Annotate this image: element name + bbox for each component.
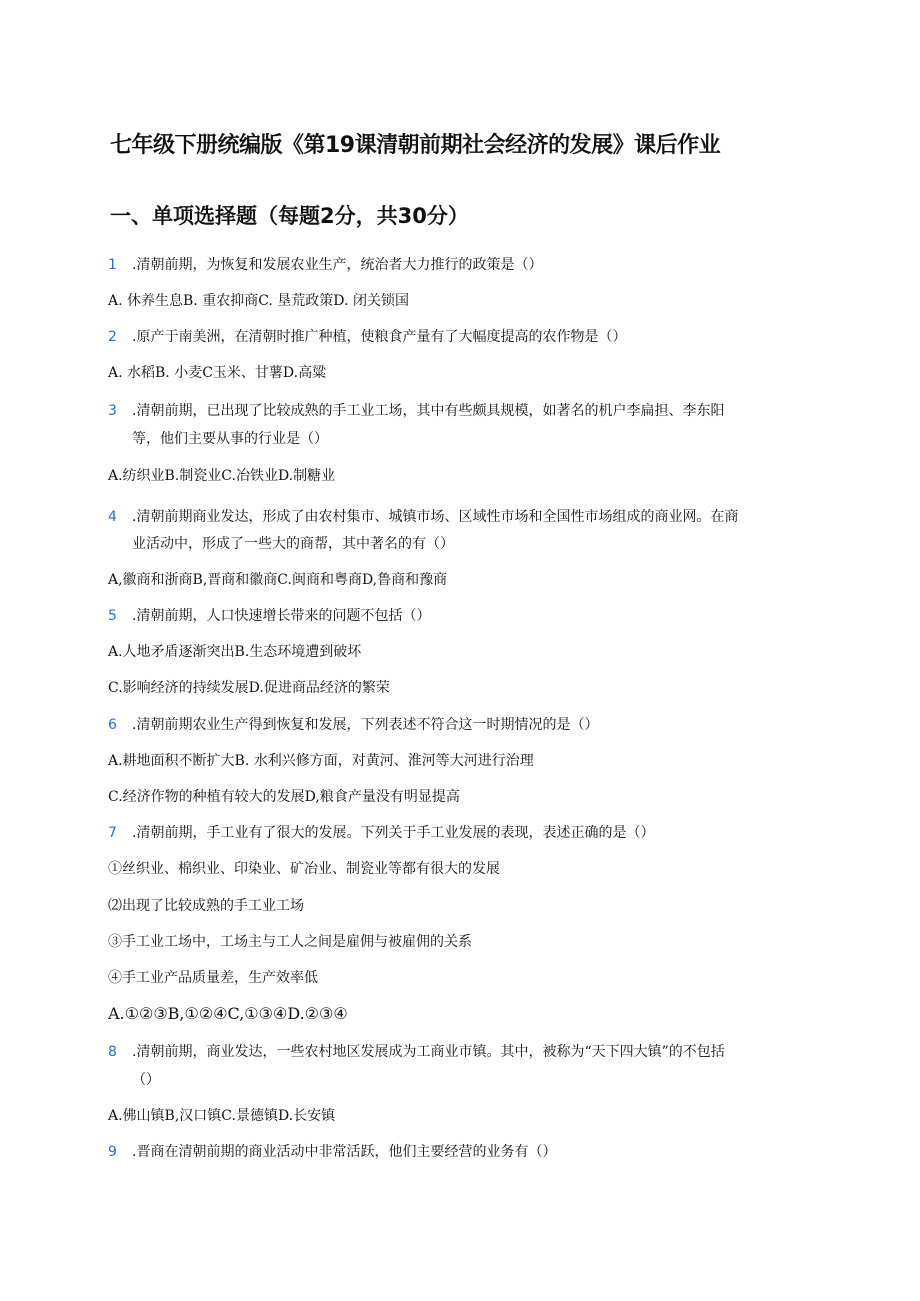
question-2-options: A. 水稻B. 小麦C玉米、甘薯D.高粱 bbox=[108, 365, 327, 381]
question-4 bbox=[108, 506, 818, 528]
question-number: 1 bbox=[108, 257, 117, 273]
question-stem: .清朝前期，已出现了比较成熟的手工业工场，其中有些颇具规模，如著名的机户李扁担、李东阳 bbox=[132, 403, 725, 419]
question-number: 6 bbox=[108, 717, 117, 733]
question-stem: .清朝前期商业发达，形成了由农村集市、城镇市场、区域性市场和全国性市场组成的商业网。在商 bbox=[132, 509, 739, 525]
question-5-options-a: A.人地矛盾逐渐突出B.生态环境遭到破坏 bbox=[108, 644, 362, 660]
question-1 bbox=[108, 254, 818, 276]
question-3-stem-cont: 等，他们主要从事的行业是（） bbox=[132, 431, 328, 447]
question-number: 4 bbox=[108, 509, 117, 525]
question-stem: .清朝前期农业生产得到恢复和发展，下列表述不符合这一时期情况的是（） bbox=[132, 717, 599, 733]
question-7-options: A.①②③B,①②④C,①③④D.②③④ bbox=[108, 1004, 348, 1023]
question-8 bbox=[108, 1041, 818, 1063]
question-3-options: A.纺织业B.制瓷业C.冶铁业D.制糖业 bbox=[108, 468, 336, 484]
question-number: 3 bbox=[108, 403, 117, 419]
question-number: 9 bbox=[108, 1144, 117, 1160]
question-number: 7 bbox=[108, 825, 117, 841]
question-stem: .清朝前期，为恢复和发展农业生产，统治者大力推行的政策是（） bbox=[132, 257, 543, 273]
question-8-stem-cont: （） bbox=[132, 1072, 160, 1088]
question-number: 2 bbox=[108, 329, 117, 345]
question-stem: .原产于南美洲，在清朝时推广种植，使粮食产量有了大幅度提高的农作物是（） bbox=[132, 329, 627, 345]
question-7 bbox=[108, 822, 818, 844]
statement-3: ③手工业工场中，工场主与工人之间是雇佣与被雇佣的关系 bbox=[108, 934, 472, 950]
question-3 bbox=[108, 400, 818, 422]
question-2 bbox=[108, 326, 818, 348]
question-6-options-c: C.经济作物的种植有较大的发展D,粮食产量没有明显提高 bbox=[108, 789, 460, 805]
question-5-options-c: C.影响经济的持续发展D.促进商品经济的繁荣 bbox=[108, 680, 390, 696]
statement-1: ①丝织业、棉织业、印染业、矿冶业、制瓷业等都有很大的发展 bbox=[108, 861, 500, 877]
statement-2: ⑵出现了比较成熟的手工业工场 bbox=[108, 898, 304, 914]
question-9 bbox=[108, 1141, 818, 1163]
question-5 bbox=[108, 605, 818, 627]
question-6-options-a: A.耕地面积不断扩大B. 水利兴修方面，对黄河、淮河等大河进行治理 bbox=[108, 753, 534, 769]
document-title: 七年级下册统编版《第19课清朝前期社会经济的发展》课后作业 bbox=[110, 133, 721, 158]
question-stem: .清朝前期，人口快速增长带来的问题不包括（） bbox=[132, 608, 431, 624]
question-number: 8 bbox=[108, 1044, 117, 1060]
statement-4: ④手工业产品质量差，生产效率低 bbox=[108, 970, 318, 986]
question-6 bbox=[108, 714, 818, 736]
question-stem: .清朝前期，商业发达，一些农村地区发展成为工商业市镇。其中，被称为“天下四大镇”的不包括 bbox=[132, 1044, 725, 1060]
question-4-options: A,徽商和浙商B,晋商和徽商C.闽商和粤商D,鲁商和豫商 bbox=[108, 572, 448, 588]
question-stem: .清朝前期，手工业有了很大的发展。下列关于手工业发展的表现，表述正确的是（） bbox=[132, 825, 655, 841]
question-1-options: A. 休养生息B. 重农抑商C. 垦荒政策D. 闭关锁国 bbox=[108, 293, 409, 309]
question-number: 5 bbox=[108, 608, 117, 624]
question-4-stem-cont: 业活动中，形成了一些大的商帮，其中著名的有（） bbox=[132, 536, 454, 552]
question-8-options: A.佛山镇B,汉口镇C.景德镇D.长安镇 bbox=[108, 1108, 336, 1124]
section-heading: 一、单项选择题（每题2分，共30分） bbox=[110, 204, 469, 228]
question-stem: .晋商在清朝前期的商业活动中非常活跃，他们主要经营的业务有（） bbox=[132, 1144, 557, 1160]
